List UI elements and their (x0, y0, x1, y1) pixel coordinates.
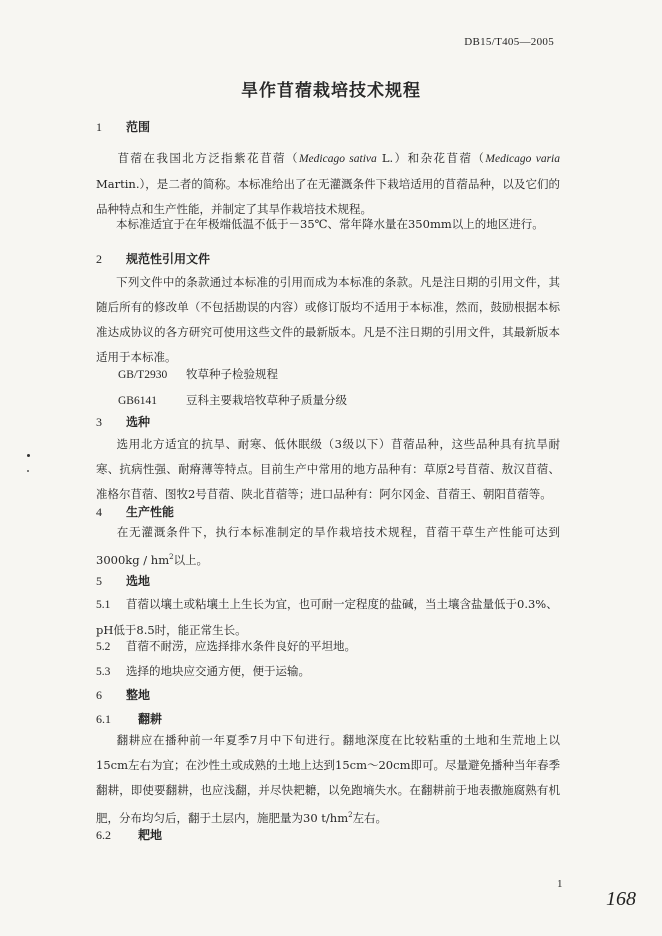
section-title: 生产性能 (126, 505, 175, 519)
clause-text: 选择的地块应交通方便，便于运输。 (126, 664, 310, 678)
text-run: 在无灌溉条件下，执行本标准制定的旱作栽培技术规程，苜蓿干草生产性能可达到3000kg / hm (96, 525, 560, 567)
subsection-title: 翻耕 (138, 712, 163, 726)
text-run: 左右。 (352, 810, 388, 825)
handwritten-page-number: 168 (606, 888, 636, 910)
latin-name: Medicago sativa (298, 153, 377, 165)
text-run: Martin.），是二者的简称。本标准给出了在无灌溉条件下栽培适用的苜蓿品种，以及它们的品种特点和生产性能，并制定了其旱作栽培技术规程。 (96, 177, 560, 216)
reference-code: GB/T2930 (118, 369, 168, 381)
subsection-6-1-paragraph (96, 728, 560, 831)
clause-text: 苜蓿以壤土或粘壤土上生长为宜，也可耐一定程度的盐碱，当土壤含盐量低于0.3%、pH低于8.5时，能正常生长。 (96, 597, 558, 637)
text-run: 苜蓿在我国北方泛指紫花苜蓿（ (116, 151, 299, 165)
text-run: 下列文件中的条款通过本标准的引用而成为本标准的条款。凡是注日期的引用文件，其随后所有的修改单（不包括勘误的内容）或修订版均不适用于本标准，然而，鼓励根据本标准达成协议的各方研究可使用这些文件的最新版本。凡是不注日期的引用文件，其最新版本适用于本标准。 (96, 275, 560, 364)
section-title: 规范性引用文件 (126, 252, 211, 266)
scan-speck (27, 470, 29, 472)
text-run: L.）和杂花苜蓿（ (376, 151, 486, 165)
scan-speck (27, 454, 30, 457)
subsection-number: 6.2 (96, 828, 111, 842)
normative-references (118, 362, 347, 414)
superscript: 2 (169, 553, 174, 561)
subsection-number: 6.1 (96, 712, 111, 726)
section-number: 1 (96, 120, 102, 134)
reference-name: 豆科主要栽培牧草种子质量分级 (186, 393, 347, 407)
clause-5-3 (96, 659, 560, 685)
reference-item (118, 388, 347, 414)
clause-text: 苜蓿不耐涝，应选择排水条件良好的平坦地。 (126, 639, 356, 653)
superscript: 2 (348, 811, 353, 819)
section-2-heading (96, 250, 210, 267)
section-title: 整地 (126, 688, 151, 702)
section-6-heading (96, 686, 150, 703)
section-1-paragraph-1 (96, 146, 560, 222)
text-run: 翻耕应在播种前一年夏季7月中下旬进行。翻地深度在比较粘重的土地和生荒地上以15cm左右为宜；在沙性土或成熟的土地上达到15cm～20cm即可。尽量避免播种当年春季翻耕，即使要翻耕，也应浅翻，并尽快耙耱，以免跑墒失水。在翻耕前于地表撒施腐熟有机肥，分布均匀后，翻于土层内，施肥量为30 t/hm (96, 733, 560, 825)
latin-name: Medicago varia (485, 153, 561, 165)
page-number: 1 (557, 878, 563, 890)
section-number: 5 (96, 574, 102, 588)
reference-code: GB6141 (118, 395, 157, 407)
section-3-paragraph-1 (96, 432, 560, 507)
section-1-paragraph-2 (96, 212, 560, 237)
reference-item (118, 362, 347, 388)
clause-5-2 (96, 634, 560, 660)
document-title: 旱作苜蓿栽培技术规程 (241, 81, 421, 101)
section-title: 选种 (126, 415, 151, 429)
section-5-heading (96, 572, 150, 589)
standard-number: DB15/T405—2005 (464, 36, 554, 48)
section-number: 3 (96, 415, 102, 429)
section-title: 选地 (126, 574, 151, 588)
clause-number: 5.1 (96, 599, 111, 611)
section-4-paragraph-1 (96, 520, 560, 573)
section-2-paragraph-1 (96, 270, 560, 370)
section-number: 4 (96, 505, 102, 519)
text-run: 选用北方适宜的抗旱、耐寒、低休眠级（3级以下）苜蓿品种，这些品种具有抗旱耐寒、抗病性强、耐瘠薄等特点。目前生产中常用的地方品种有：草原2号苜蓿、敖汉苜蓿、准格尔苜蓿、图牧2号苜蓿、陕北苜蓿等；进口品种有：阿尔冈金、苜蓿王、朝阳苜蓿等。 (96, 437, 560, 501)
text-run: 以上。 (173, 552, 209, 567)
section-3-heading (96, 413, 150, 430)
section-title: 范围 (126, 120, 151, 134)
reference-name: 牧草种子检验规程 (186, 367, 278, 381)
section-4-heading (96, 503, 174, 520)
text-run: 本标准适宜于在年极端低温不低于－35℃、常年降水量在350mm以上的地区进行。 (116, 217, 544, 231)
subsection-title: 耙地 (138, 828, 163, 842)
subsection-6-2-heading (96, 826, 162, 843)
section-number: 2 (96, 252, 102, 266)
section-1-heading (96, 118, 150, 135)
clause-number: 5.3 (96, 666, 111, 678)
subsection-6-1-heading (96, 710, 162, 727)
clause-number: 5.2 (96, 641, 111, 653)
section-number: 6 (96, 688, 102, 702)
